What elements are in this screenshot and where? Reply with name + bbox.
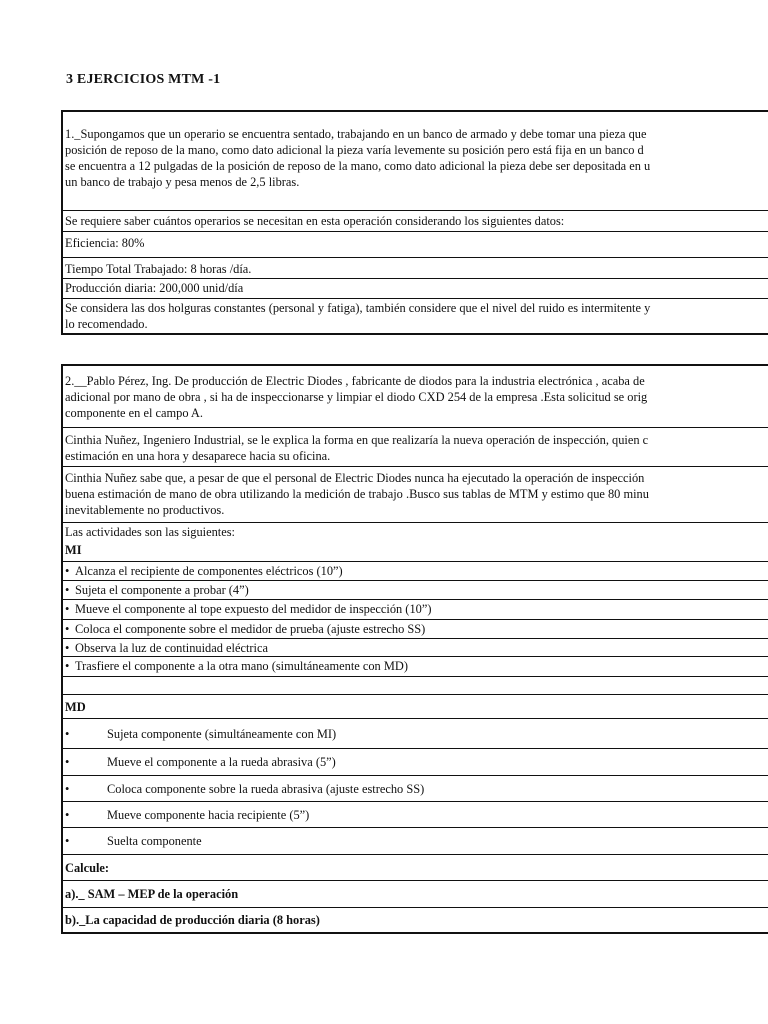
mi-item-text: Observa la luz de continuidad eléctrica [75,641,268,655]
md-item-text: Mueve componente hacia recipiente (5”) [107,807,310,822]
exercise-2-paragraph-2-text: Cinthia Nuñez, Ingeniero Industrial, se le explica la forma en que realizaría la nueva operación de inspección, quien c estimación en una hora y desaparece hacia su oficina. [65,433,649,463]
mi-item-text: Sujeta el componente a probar (4”) [75,583,249,597]
exercise-1-requirement [63,210,768,231]
md-item-text: Coloca componente sobre la rueda abrasiva (ajuste estrecho SS) [107,781,425,796]
question-b [63,907,768,932]
exercise-2-statement-text: 2.__Pablo Pérez, Ing. De producción de Electric Diodes , fabricante de diodos para la industria electrónica , acaba de adicional por mano de obra , si ha de inspeccionarse y limpiar el diodo CXD 254 de la empresa .Esta solicitud se orig componente en el campo A. [65,374,648,420]
bullet-icon: • [65,781,70,796]
mi-item [63,580,768,599]
exercise-1-statement [63,112,768,210]
exercise-2-paragraph-3 [63,466,768,522]
mi-item [63,599,768,619]
md-item [63,801,768,827]
mi-item [63,638,768,656]
exercise-1-statement-text: 1._Supongamos que un operario se encuentra sentado, trabajando en un banco de armado y debe tomar una pieza que posición de reposo de la mano, como dato adicional la pieza varía levemente su posición pero está fija en un banco d se encuentra a 12 pulgadas de la posición de reposo de la mano, como dato adicional la pieza debe ser depositada en u un banco de trabajo y pesa menos de 2,5 libras. [65,127,651,189]
exercise-1-efficiency-text: Eficiencia: 80% [65,236,145,250]
exercise-1-total-time [63,257,768,278]
question-a [63,880,768,907]
exercise-1-allowances-text: Se considera las dos holguras constantes (personal y fatiga), también considere que el nivel del ruido es intermitente y lo recomendado. [65,301,651,331]
bullet-icon: • [65,622,70,636]
bullet-icon: • [65,807,70,822]
md-item [63,748,768,775]
md-heading [63,694,768,718]
exercise-1-total-time-text: Tiempo Total Trabajado: 8 horas /día. [65,262,252,276]
exercise-1-daily-production [63,278,768,298]
calcule-heading [63,854,768,880]
activities-heading [63,522,768,541]
exercise-2-paragraph-3-text: Cinthia Nuñez sabe que, a pesar de que el personal de Electric Diodes nunca ha ejecutado la operación de inspección buena estimación de mano de obra utilizando la medición de trabajo .Busco sus tablas de MTM y estimo que 80 minu inevitablemente no productivos. [65,471,649,517]
mi-item-text: Coloca el componente sobre el medidor de prueba (ajuste estrecho SS) [75,622,426,636]
bullet-icon: • [65,755,70,769]
bullet-icon: • [65,602,70,616]
mi-item [63,619,768,638]
activities-heading-text: Las actividades son las siguientes: [65,525,235,539]
md-item-text: Mueve el componente a la rueda abrasiva (5”) [107,755,336,769]
mi-item-text: Trasfiere el componente a la otra mano (simultáneamente con MD) [75,659,408,673]
exercise-1-table [61,110,768,335]
exercise-1-daily-production-text: Producción diaria: 200,000 unid/día [65,281,244,295]
page-title: 3 EJERCICIOS MTM -1 [66,72,221,87]
exercise-1-allowances [63,298,768,333]
md-item [63,775,768,801]
md-heading-text: MD [65,700,86,714]
md-item-text: Sujeta componente (simultáneamente con MI) [107,726,337,741]
bullet-icon: • [65,659,70,673]
bullet-icon: • [65,726,70,741]
exercise-1-efficiency [63,231,768,257]
mi-heading-text: MI [65,543,82,557]
mi-item-text: Mueve el componente al tope expuesto del medidor de inspección (10”) [75,602,432,616]
mi-item [63,656,768,676]
mi-heading [63,541,768,561]
exercise-2-statement [63,366,768,427]
mi-item-text: Alcanza el recipiente de componentes eléctricos (10”) [75,564,343,578]
md-item [63,827,768,854]
exercise-1-requirement-text: Se requiere saber cuántos operarios se necesitan en esta operación considerando los siguientes datos: [65,214,565,228]
bullet-icon: • [65,583,70,597]
mi-item [63,561,768,580]
exercise-2-paragraph-2 [63,427,768,466]
empty-row [63,676,768,694]
question-a-text: a)._ SAM – MEP de la operación [65,887,239,901]
bullet-icon: • [65,641,70,655]
md-item-text: Suelta componente [107,834,202,848]
md-item [63,718,768,748]
exercise-2-table [61,364,768,934]
bullet-icon: • [65,834,70,848]
bullet-icon: • [65,564,70,578]
question-b-text: b)._La capacidad de producción diaria (8 horas) [65,913,320,927]
calcule-heading-text: Calcule: [65,860,110,875]
